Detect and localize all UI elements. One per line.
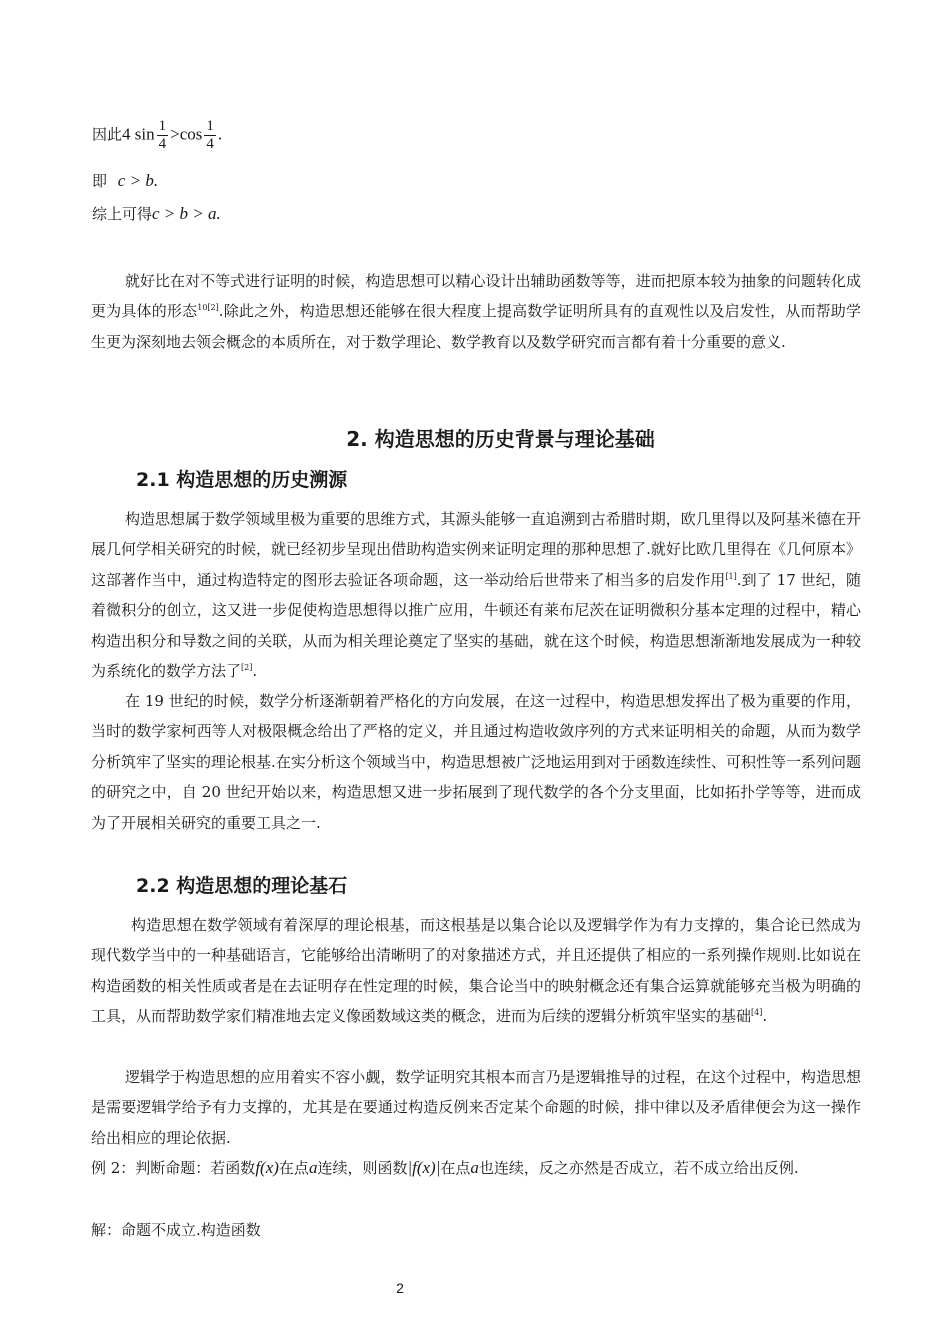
- fraction-quarter: $\frac{1}{4}$: [158, 118, 167, 152]
- paragraph-theory-2: 逻辑学于构造思想的应用着实不容小觑，数学证明究其根本而言乃是逻辑推导的过程，在这个过程中，构造思想是需要逻辑学给予有力支撑的，尤其是在要通过构造反例来否定某个命题的时候，排中律以及矛盾律便会为这一操作给出相应的理论依据.: [91, 1068, 861, 1147]
- subsection-heading: 2.1 构造思想的历史溯源: [136, 469, 348, 491]
- math-expression: c > b.: [117, 171, 159, 190]
- fraction-quarter: $\frac{1}{4}$: [206, 118, 214, 152]
- citation: [1]: [725, 571, 737, 581]
- paragraph-intro: 就好比在对不等式进行证明的时候，构造思想可以精心设计出辅助函数等等，进而把原本较为抽象的问题转化成更为具体的形态$^{10[2]}$.除此之外，构造思想还能够在很大程度上提高数学证明所具有的直观性以及启发性，从而帮助学生更为深刻地去领会概念的本质所在，对于数学理论、数学教育以及数学研究而言都有着十分重要的意义.: [91, 272, 861, 351]
- math-fx: f(x): [255, 1158, 279, 1177]
- paragraph-history-2: 在 19 世纪的时候，数学分析逐渐朝着严格化的方向发展，在这一过程中，构造思想发挥出了极为重要的作用，当时的数学家柯西等人对极限概念给出了严格的定义，并且通过构造收敛序列的方式来证明相关的命题，从而为数学分析筑牢了坚实的理论根基.在实分析这个领域当中，构造思想被广泛地运用到对于函数连续性、可积性等一系列问题的研究之中，自 20 世纪开始以来，构造思想又进一步拓展到了现代数学的各个分支里面，比如拓扑学等等，进而成为了开展相关研究的重要工具之一.: [91, 692, 861, 832]
- math-abs-fx: |f(x)|: [407, 1158, 441, 1177]
- math-line-c-gt-b: [92, 171, 158, 191]
- paragraph-theory-1: 构造思想在数学领域有着深厚的理论根基，而这根基是以集合论以及逻辑学作为有力支撑的，集合论已然成为现代数学当中的一种基础语言，它能够给出清晰明了的对象描述方式，并且还提供了相应的一系列操作规则.比如说在构造函数的相关性质或者是在去证明存在性定理的时候，集合论当中的映射概念还有集合运算就能够充当极为明确的工具，从而帮助数学家们精准地去定义像函数域这类的概念，进而为后续的逻辑分析筑牢坚实的基础[4].: [91, 916, 861, 1026]
- page-number: 2: [396, 1280, 404, 1296]
- math-expression-sin: 4 sin: [122, 124, 155, 144]
- math-prefix: 即: [92, 172, 108, 190]
- subsection-heading: 2.2 构造思想的理论基石: [136, 875, 348, 897]
- math-prefix: 因此: [92, 125, 123, 144]
- citation: 10[2]: [197, 303, 219, 313]
- section-heading: 2. 构造思想的历史背景与理论基础: [346, 427, 655, 451]
- paragraph-history-1: 构造思想属于数学领域里极为重要的思维方式，其源头能够一直追溯到古希腊时期，欧几里得以及阿基米德在开展几何学相关研究的时候，就已经初步呈现出借助构造实例来证明定理的那种思想了.就好比欧几里得在《几何原本》这部著作当中，通过构造特定的图形去验证各项命题，这一举动给后世带来了相当多的启发作用[1].到了 17 世纪，随着微积分的创立，这又进一步促使构造思想得以推广应用，牛顿还有莱布尼茨在证明微积分基本定理的过程中，精心构造出积分和导数之间的关联，从而为相关理论奠定了坚实的基础，就在这个时候，构造思想渐渐地发展成为一种较为系统化的数学方法了[2].: [91, 510, 861, 681]
- math-prefix: 综上可得: [92, 205, 153, 223]
- citation: [2]: [241, 663, 253, 673]
- math-expression: c > b > a.: [152, 204, 221, 223]
- example-2: 例 2：判断命题：若函数f(x)在点a连续，则函数|f(x)|在点a也连续，反之亦然是否成立，若不成立给出反例.: [91, 1158, 799, 1177]
- math-expression-cos: cos: [179, 124, 203, 144]
- math-line-inequality: 因此4 sin $\frac{1}{4}$ >cos $\frac{1}{4}$ .: [92, 118, 223, 152]
- math-line-conclusion: [92, 204, 221, 224]
- math-gt: >: [170, 124, 180, 144]
- citation: [4]: [751, 1008, 763, 1018]
- solution-line: 解：命题不成立.构造函数: [91, 1221, 261, 1239]
